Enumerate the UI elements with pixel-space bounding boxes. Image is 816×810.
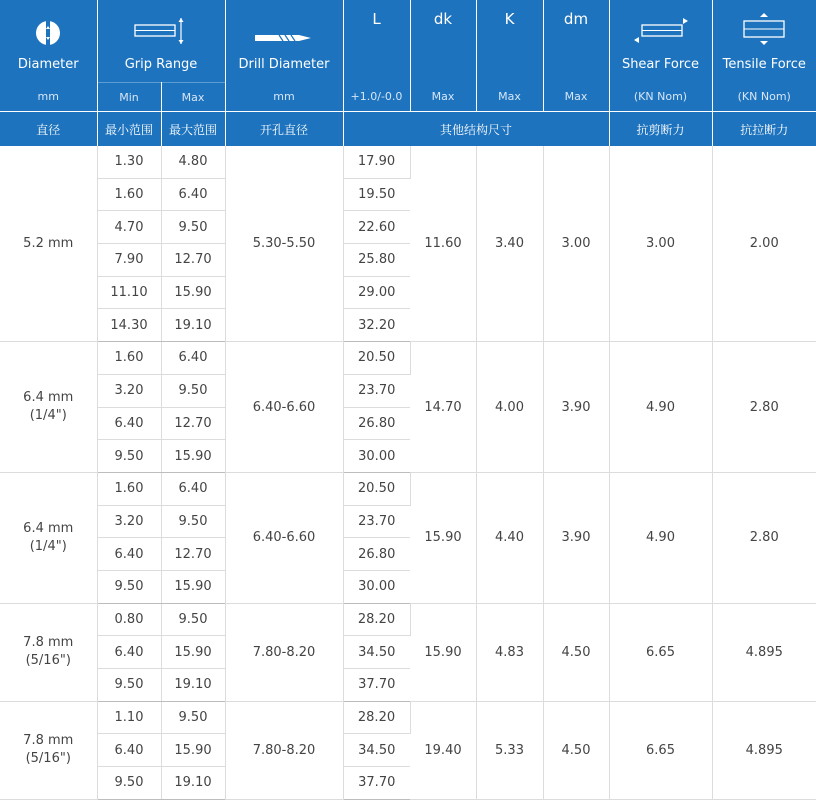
length-l: 32.20 (343, 309, 410, 342)
k-value: 4.00 (476, 342, 543, 473)
length-l: 37.70 (343, 767, 410, 800)
grip-min: 9.50 (97, 767, 161, 800)
grip-min: 1.60 (97, 472, 161, 505)
header-grip-range-label: Grip Range (97, 46, 225, 83)
unit-shear: (KN Nom) (609, 83, 712, 112)
diameter-inch: (1/4") (29, 408, 67, 423)
dm-value: 3.90 (543, 472, 609, 603)
header-tensile-label: Tensile Force (712, 46, 816, 83)
header-tensile (712, 0, 816, 46)
grip-min: 6.40 (97, 636, 161, 669)
k-value: 4.83 (476, 603, 543, 701)
grip-max: 12.70 (161, 407, 225, 440)
diameter-value: 7.8 mm (23, 635, 74, 651)
tensile-value: 2.80 (712, 472, 816, 603)
grip-max: 19.10 (161, 767, 225, 800)
length-l: 28.20 (343, 603, 410, 636)
length-l: 30.00 (343, 570, 410, 603)
unit-drill: mm (225, 83, 343, 112)
grip-min: 3.20 (97, 505, 161, 538)
grip-min: 6.40 (97, 407, 161, 440)
cn-other: 其他结构尺寸 (343, 112, 609, 147)
header-shear (609, 0, 712, 46)
grip-max: 6.40 (161, 472, 225, 505)
grip-min: 7.90 (97, 244, 161, 277)
header-drill (225, 0, 343, 46)
header-l: L (343, 0, 410, 83)
length-l: 23.70 (343, 505, 410, 538)
unit-grip-min: Min (97, 83, 161, 112)
header-shear-label: Shear Force (609, 46, 712, 83)
grip-min: 1.30 (97, 146, 161, 178)
grip-max: 12.70 (161, 244, 225, 277)
unit-l: +1.0/-0.0 (343, 83, 410, 112)
cn-grip-max: 最大范围 (161, 112, 225, 147)
length-l: 19.50 (343, 178, 410, 211)
unit-k: Max (476, 83, 543, 112)
unit-tensile: (KN Nom) (712, 83, 816, 112)
dm-value: 4.50 (543, 603, 609, 701)
table-row (0, 603, 816, 636)
diameter-cell (0, 701, 97, 799)
unit-diameter: mm (0, 83, 97, 112)
shear-value: 6.65 (609, 603, 712, 701)
dk-value: 11.60 (410, 146, 476, 342)
diameter-cell (0, 146, 97, 342)
length-l: 17.90 (343, 146, 410, 178)
grip-max: 9.50 (161, 603, 225, 636)
k-value: 3.40 (476, 146, 543, 342)
cn-drill: 开孔直径 (225, 112, 343, 147)
diameter-cell (0, 342, 97, 473)
dk-value: 15.90 (410, 603, 476, 701)
table-header (0, 0, 816, 146)
dm-value: 4.50 (543, 701, 609, 799)
drill-icon (255, 30, 313, 46)
length-l: 28.20 (343, 701, 410, 734)
header-k: K (476, 0, 543, 83)
dk-value: 14.70 (410, 342, 476, 473)
tensile-value: 2.00 (712, 146, 816, 342)
diameter-value: 5.2 mm (23, 235, 74, 251)
length-l: 34.50 (343, 734, 410, 767)
tensile-value: 2.80 (712, 342, 816, 473)
cn-diameter: 直径 (0, 112, 97, 147)
dk-value: 15.90 (410, 472, 476, 603)
table-row (0, 342, 816, 375)
header-diameter-label: Diameter (0, 46, 97, 83)
grip-max: 9.50 (161, 374, 225, 407)
header-dm: dm (543, 0, 609, 83)
grip-min: 1.10 (97, 701, 161, 734)
header-diameter (0, 0, 97, 46)
diameter-value: 7.8 mm (23, 733, 74, 749)
grip-min: 0.80 (97, 603, 161, 636)
grip-min: 3.20 (97, 374, 161, 407)
grip-max: 15.90 (161, 734, 225, 767)
grip-min: 6.40 (97, 538, 161, 571)
grip-min: 1.60 (97, 178, 161, 211)
tensile-value: 4.895 (712, 603, 816, 701)
length-l: 22.60 (343, 211, 410, 244)
shear-value: 4.90 (609, 342, 712, 473)
diameter-cell (0, 603, 97, 701)
grip-max: 12.70 (161, 538, 225, 571)
unit-grip-max: Max (161, 83, 225, 112)
dm-value: 3.90 (543, 342, 609, 473)
cn-shear: 抗剪断力 (609, 112, 712, 147)
grip-min: 11.10 (97, 276, 161, 309)
grip-max: 15.90 (161, 440, 225, 473)
drill-diameter: 5.30-5.50 (225, 146, 343, 342)
grip-min: 9.50 (97, 570, 161, 603)
table-row (0, 472, 816, 505)
shear-force-icon (630, 16, 692, 46)
shear-value: 3.00 (609, 146, 712, 342)
diameter-value: 6.4 mm (23, 520, 74, 536)
length-l: 23.70 (343, 374, 410, 407)
length-l: 25.80 (343, 244, 410, 277)
diameter-icon (35, 20, 61, 46)
diameter-inch: (5/16") (25, 751, 71, 767)
grip-min: 9.50 (97, 440, 161, 473)
drill-diameter: 7.80-8.20 (225, 701, 343, 799)
length-l: 30.00 (343, 440, 410, 473)
length-l: 37.70 (343, 669, 410, 702)
tensile-value: 4.895 (712, 701, 816, 799)
length-l: 34.50 (343, 636, 410, 669)
grip-max: 9.50 (161, 211, 225, 244)
grip-max: 15.90 (161, 570, 225, 603)
header-drill-label: Drill Diameter (225, 46, 343, 83)
length-l: 26.80 (343, 407, 410, 440)
unit-dk: Max (410, 83, 476, 112)
shear-value: 4.90 (609, 472, 712, 603)
k-value: 4.40 (476, 472, 543, 603)
grip-max: 9.50 (161, 505, 225, 538)
k-value: 5.33 (476, 701, 543, 799)
dm-value: 3.00 (543, 146, 609, 342)
grip-max: 9.50 (161, 701, 225, 734)
diameter-inch: (1/4") (29, 538, 67, 554)
grip-min: 1.60 (97, 342, 161, 375)
diameter-inch: (5/16") (25, 653, 71, 669)
length-l: 20.50 (343, 472, 410, 505)
grip-min: 6.40 (97, 734, 161, 767)
grip-max: 4.80 (161, 146, 225, 178)
cn-grip-min: 最小范围 (97, 112, 161, 147)
length-l: 29.00 (343, 276, 410, 309)
diameter-value: 6.4 mm (23, 390, 74, 405)
grip-min: 9.50 (97, 669, 161, 702)
drill-diameter: 7.80-8.20 (225, 603, 343, 701)
tensile-force-icon (740, 12, 788, 46)
table-row (0, 701, 816, 734)
grip-min: 14.30 (97, 309, 161, 342)
unit-dm: Max (543, 83, 609, 112)
dk-value: 19.40 (410, 701, 476, 799)
grip-max: 15.90 (161, 636, 225, 669)
grip-max: 6.40 (161, 342, 225, 375)
table-row (0, 146, 816, 178)
length-l: 26.80 (343, 538, 410, 571)
grip-range-icon (131, 16, 191, 46)
shear-value: 6.65 (609, 701, 712, 799)
cn-tensile: 抗拉断力 (712, 112, 816, 147)
header-grip-range (97, 0, 225, 46)
table-body (0, 146, 816, 799)
grip-max: 19.10 (161, 669, 225, 702)
grip-max: 15.90 (161, 276, 225, 309)
drill-diameter: 6.40-6.60 (225, 342, 343, 473)
header-dk: dk (410, 0, 476, 83)
diameter-cell (0, 472, 97, 603)
drill-diameter: 6.40-6.60 (225, 472, 343, 603)
grip-max: 6.40 (161, 178, 225, 211)
grip-max: 19.10 (161, 309, 225, 342)
length-l: 20.50 (343, 342, 410, 375)
grip-min: 4.70 (97, 211, 161, 244)
